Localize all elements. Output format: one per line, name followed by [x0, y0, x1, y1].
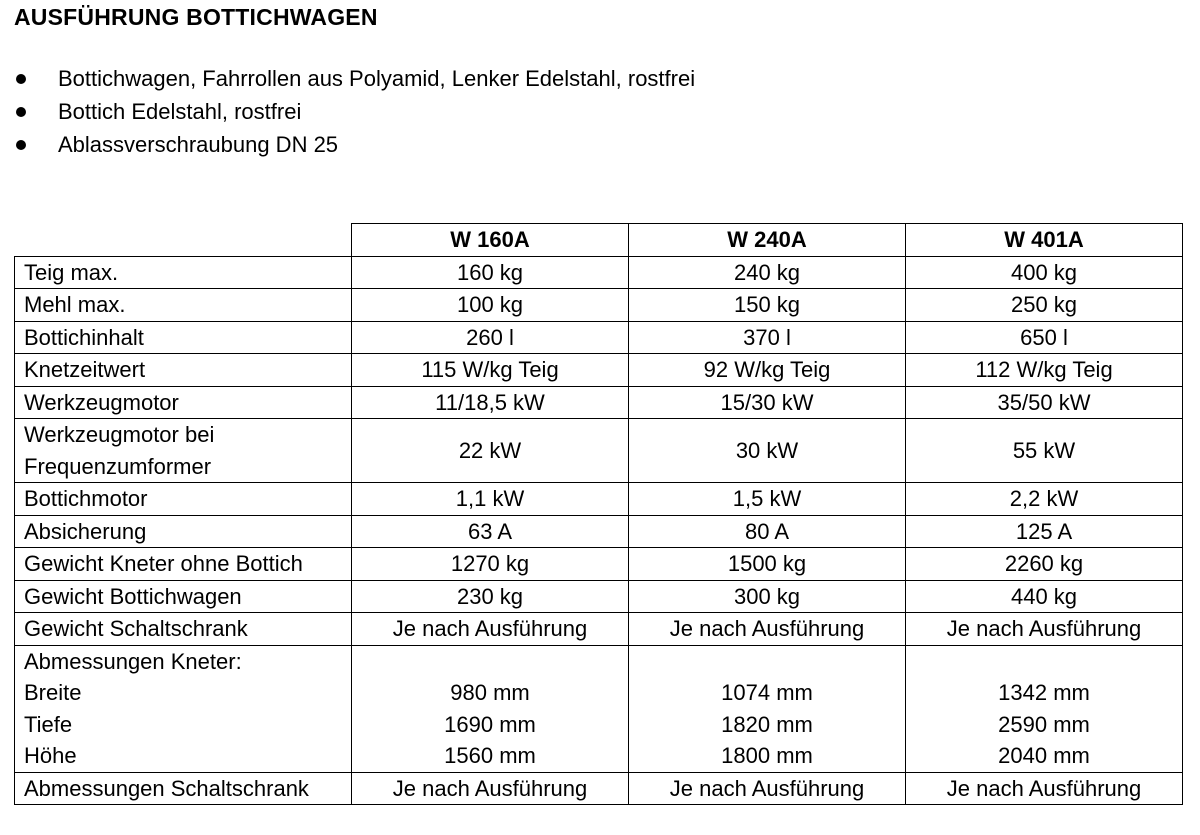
table-row [15, 256, 1183, 289]
table-cell: 150 kg [629, 289, 906, 322]
table-cell: 2,2 kW [906, 483, 1183, 516]
table-cell: Je nach Ausführung [352, 772, 629, 805]
feature-text: Bottich Edelstahl, rostfrei [58, 99, 302, 124]
feature-text: Bottichwagen, Fahrrollen aus Polyamid, Lenker Edelstahl, rostfrei [58, 66, 696, 91]
table-row [15, 419, 1183, 483]
table-cell: 125 A [906, 515, 1183, 548]
table-cell: 115 W/kg Teig [352, 354, 629, 387]
table-cell: Je nach Ausführung [352, 613, 629, 646]
table-row [15, 580, 1183, 613]
table-cell: 11/18,5 kW [352, 386, 629, 419]
row-label: Absicherung [15, 515, 352, 548]
table-cell: 160 kg [352, 256, 629, 289]
cell-line [915, 646, 1173, 678]
bullet-icon [16, 140, 26, 150]
table-cell: 370 l [629, 321, 906, 354]
table-cell: Je nach Ausführung [906, 613, 1183, 646]
cell-line: 1342 mm [998, 680, 1090, 705]
spec-table [14, 223, 1183, 805]
row-label: Bottichmotor [15, 483, 352, 516]
table-cell: Je nach Ausführung [629, 772, 906, 805]
cell-line [361, 646, 619, 678]
row-label: Werkzeugmotor [15, 386, 352, 419]
row-label: Gewicht Kneter ohne Bottich [15, 548, 352, 581]
cell-line: 1820 mm [721, 711, 813, 737]
cell-line [638, 646, 896, 678]
feature-item [14, 95, 695, 128]
table-cell: 400 kg [906, 256, 1183, 289]
bullet-icon [16, 74, 26, 84]
row-label-line: Breite [24, 680, 82, 705]
column-header: W 160A [352, 224, 629, 257]
row-label-line: Höhe [24, 743, 77, 768]
table-cell [629, 645, 906, 772]
row-label: Gewicht Bottichwagen [15, 580, 352, 613]
table-cell: 55 kW [906, 419, 1183, 483]
table-row [15, 354, 1183, 387]
row-label: Knetzeitwert [15, 354, 352, 387]
row-label: Mehl max. [15, 289, 352, 322]
table-cell: 1,1 kW [352, 483, 629, 516]
column-header: W 240A [629, 224, 906, 257]
row-label-line: Abmessungen Kneter: [24, 648, 242, 674]
table-row [15, 483, 1183, 516]
row-label: Abmessungen Schaltschrank [15, 772, 352, 805]
table-row [15, 321, 1183, 354]
table-cell: 300 kg [629, 580, 906, 613]
header-blank-cell [15, 224, 352, 257]
table-cell: 1270 kg [352, 548, 629, 581]
table-row [15, 645, 1183, 772]
table-cell: Je nach Ausführung [629, 613, 906, 646]
table-cell: 100 kg [352, 289, 629, 322]
table-cell: 240 kg [629, 256, 906, 289]
table-cell [906, 645, 1183, 772]
table-cell: 63 A [352, 515, 629, 548]
row-label [15, 645, 352, 772]
row-label-line: Werkzeugmotor bei [24, 422, 215, 447]
row-label-line: Frequenzumformer [24, 453, 212, 479]
table-row [15, 515, 1183, 548]
feature-item [14, 62, 695, 95]
table-cell: 80 A [629, 515, 906, 548]
bullet-icon [16, 107, 26, 117]
column-header: W 401A [906, 224, 1183, 257]
table-cell: 1500 kg [629, 548, 906, 581]
row-label: Bottichinhalt [15, 321, 352, 354]
table-cell: 2260 kg [906, 548, 1183, 581]
table-cell: 30 kW [629, 419, 906, 483]
feature-text: Ablassverschraubung DN 25 [58, 132, 339, 157]
table-cell: 92 W/kg Teig [629, 354, 906, 387]
table-row [15, 289, 1183, 322]
table-cell: 440 kg [906, 580, 1183, 613]
cell-line: 1800 mm [721, 743, 813, 768]
table-cell: 15/30 kW [629, 386, 906, 419]
table-row [15, 548, 1183, 581]
table-row [15, 772, 1183, 805]
table-cell [352, 645, 629, 772]
cell-line: 2040 mm [998, 743, 1090, 768]
row-label [15, 419, 352, 483]
cell-line: 2590 mm [998, 711, 1090, 737]
table-cell: 650 l [906, 321, 1183, 354]
row-label: Teig max. [15, 256, 352, 289]
feature-list [14, 62, 695, 161]
document-title: AUSFÜHRUNG BOTTICHWAGEN [14, 4, 378, 30]
table-row [15, 613, 1183, 646]
table-cell: Je nach Ausführung [906, 772, 1183, 805]
table-header-row [15, 224, 1183, 257]
table-cell: 230 kg [352, 580, 629, 613]
cell-line: 1074 mm [721, 680, 813, 705]
table-cell: 112 W/kg Teig [906, 354, 1183, 387]
table-cell: 250 kg [906, 289, 1183, 322]
table-cell: 22 kW [352, 419, 629, 483]
table-row [15, 386, 1183, 419]
cell-line: 1690 mm [444, 711, 536, 737]
row-label: Gewicht Schaltschrank [15, 613, 352, 646]
table-cell: 35/50 kW [906, 386, 1183, 419]
feature-item [14, 128, 695, 161]
table-cell: 260 l [352, 321, 629, 354]
row-label-line: Tiefe [24, 711, 73, 737]
cell-line: 980 mm [450, 680, 530, 705]
table-cell: 1,5 kW [629, 483, 906, 516]
cell-line: 1560 mm [444, 743, 536, 768]
